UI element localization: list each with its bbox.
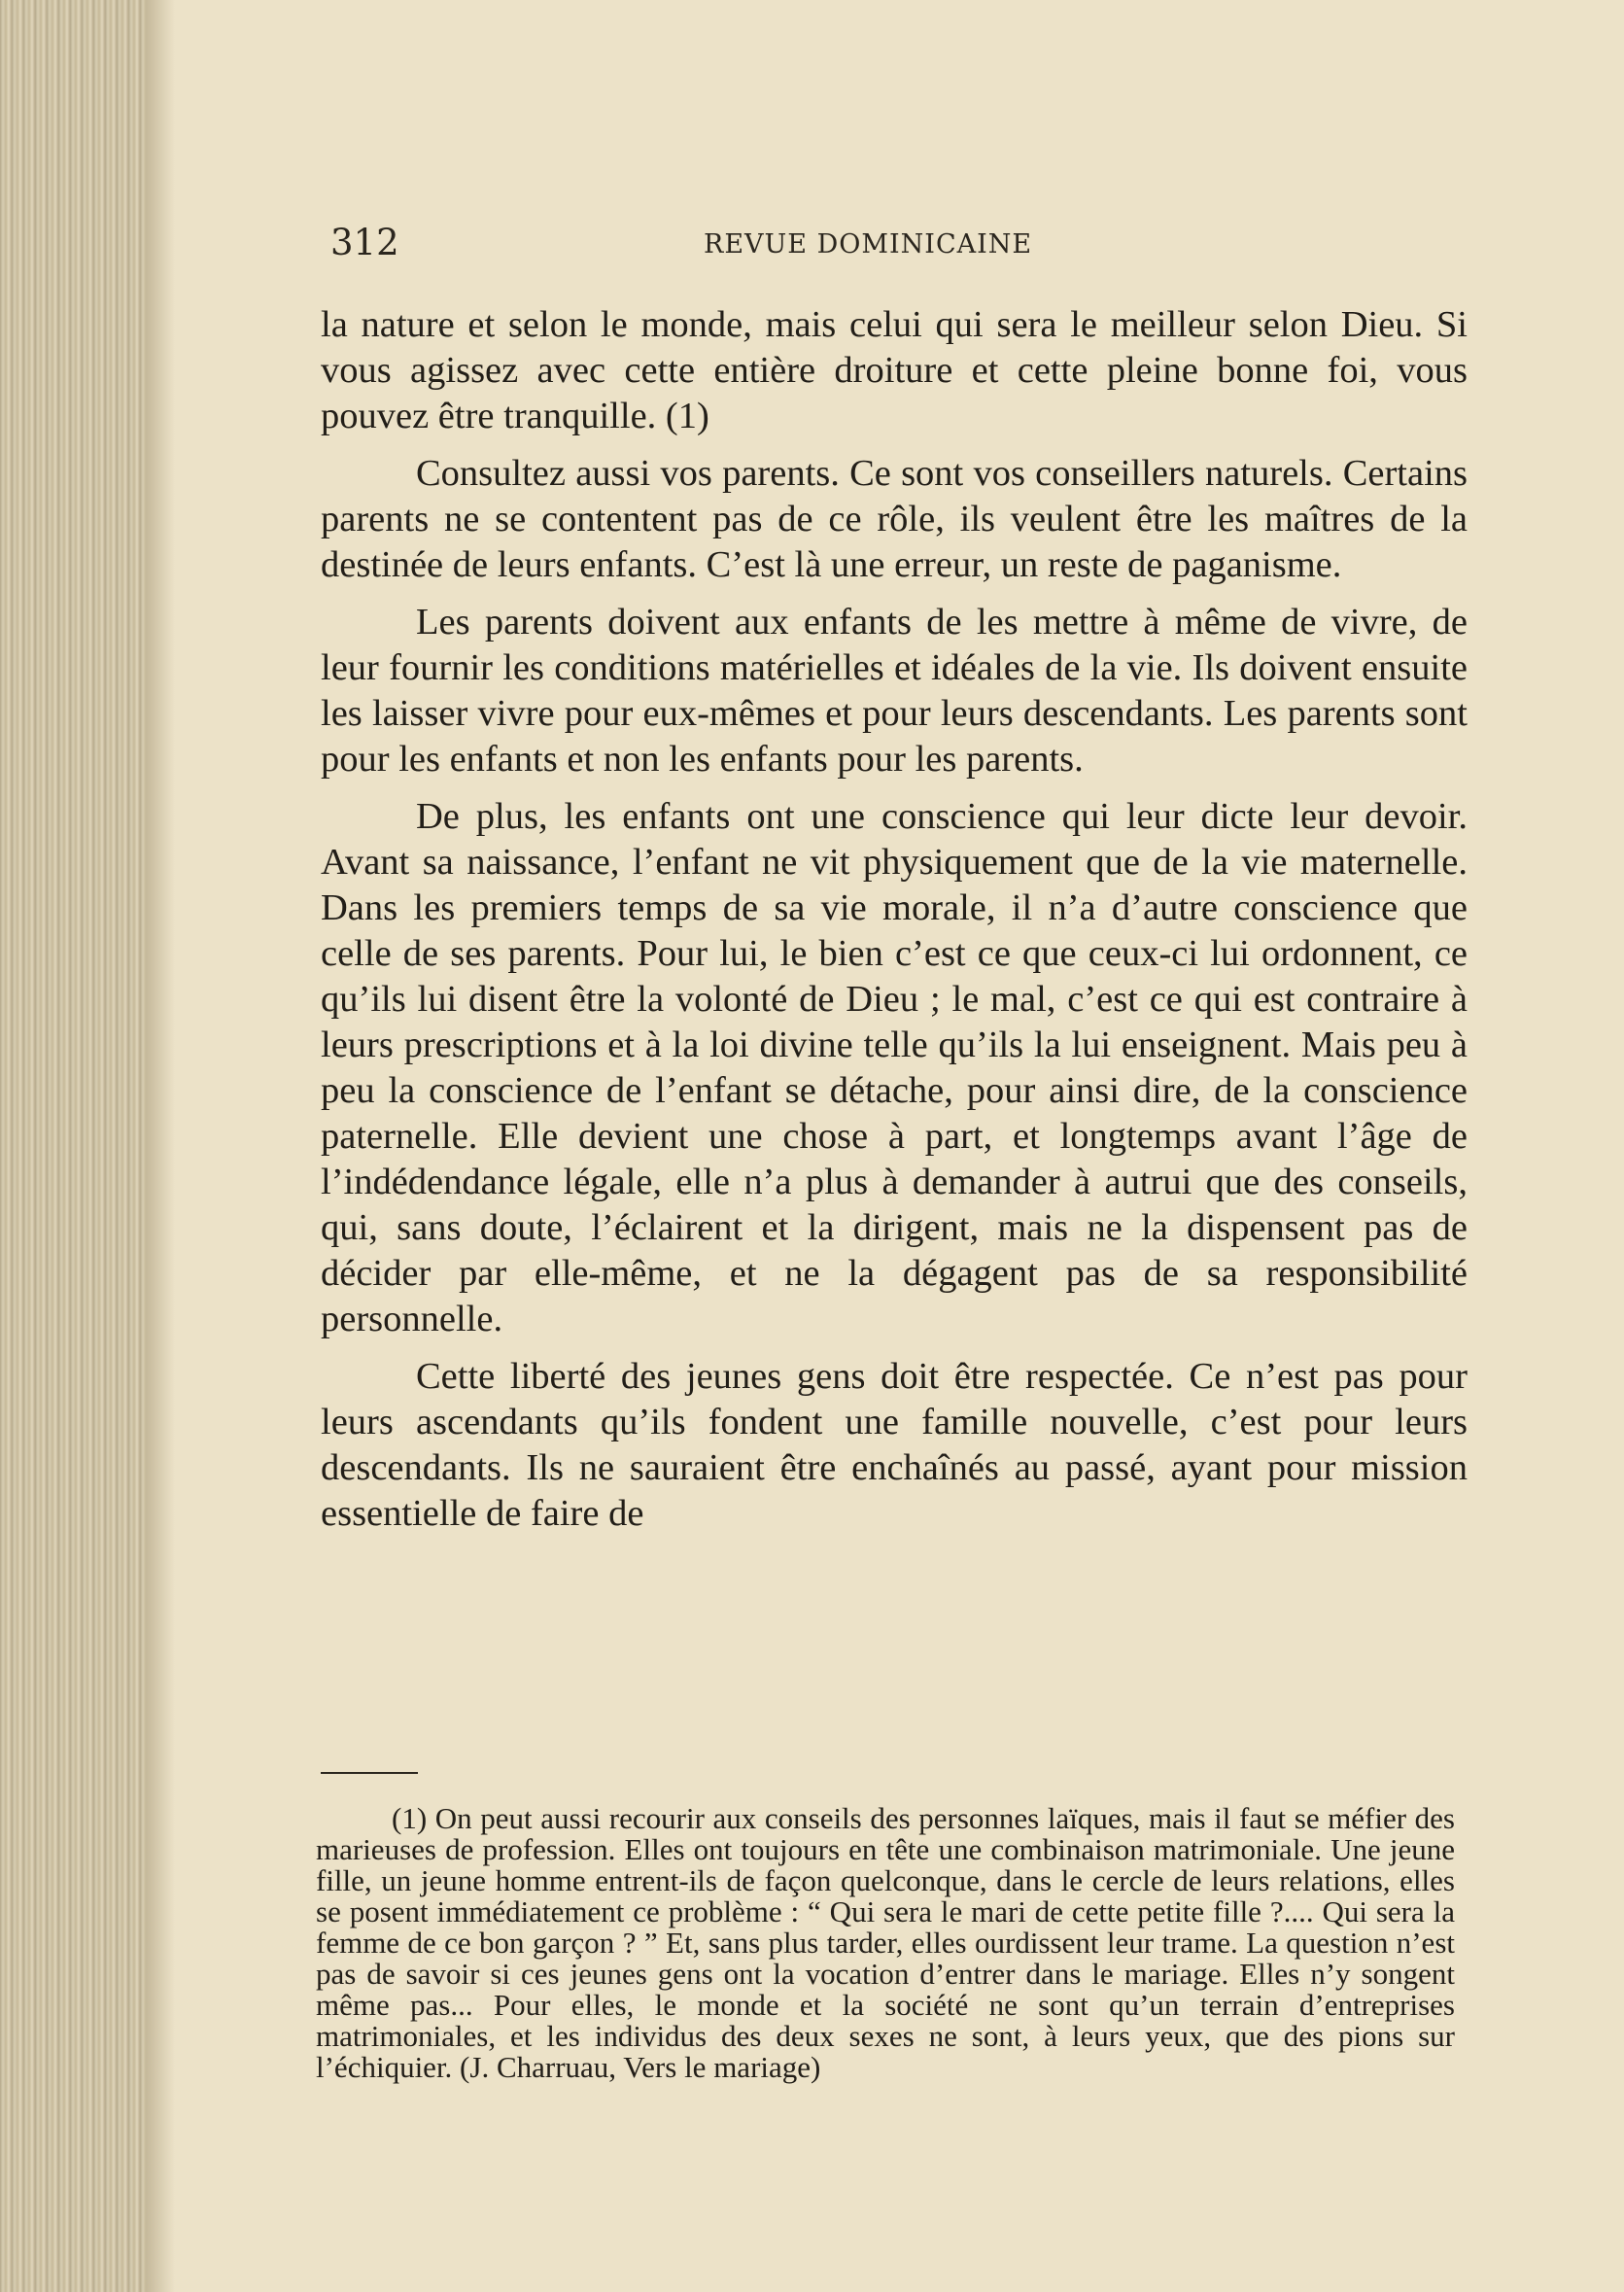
- book-page-edges: [0, 0, 146, 2292]
- page-gutter-shadow: [146, 0, 175, 2292]
- journal-title: REVUE DOMINICAINE: [704, 229, 1033, 260]
- paragraph-4: De plus, les enfants ont une conscience qui leur dicte leur devoir. Avant sa naissance, l’enfant ne vit physiquement que de la vie maternelle. Dans les premiers temps de sa vie morale, il n’a d’autre conscience que celle de ses parents. Pour lui, le bien c’est ce que ceux-ci lui ordonnent, ce qu’ils lui disent être la volonté de Dieu ; le mal, c’est ce qui est contraire à leurs prescriptions et à la loi divine telle qu’ils la lui enseignent. Mais peu à peu la conscience de l’enfant se détache, pour ainsi dire, de la conscience paternelle. Elle devient une chose à part, et longtemps avant l’âge de l’indédendance légale, elle n’a plus à demander à autrui que des conseils, qui, sans doute, l’éclairent et la dirigent, mais ne la dispensent pas de décider par elle-même, et ne la dégagent pas de sa responsibilité personnelle.: [321, 796, 1468, 1339]
- paragraph-3: Les parents doivent aux enfants de les mettre à même de vivre, de leur fournir les conditions matérielles et idéales de la vie. Ils doivent ensuite les laisser vivre pour eux-mêmes et pour leurs descendants. Les parents sont pour les enfants et non les enfants pour les parents.: [321, 602, 1468, 780]
- paragraph-5: Cette liberté des jeunes gens doit être respectée. Ce n’est pas pour leurs ascendants qu’ils fondent une famille nouvelle, c’est pour leurs descendants. Ils ne sauraient être enchaînés au passé, ayant pour mission essentielle de faire de: [321, 1356, 1468, 1534]
- body-text: [321, 302, 1468, 1548]
- paragraph-2: Consultez aussi vos parents. Ce sont vos conseillers naturels. Certains parents ne se contentent pas de ce rôle, ils veulent être les maîtres de la destinée de leurs enfants. C’est là une erreur, un reste de paganisme.: [321, 453, 1468, 585]
- running-head: [330, 222, 1458, 270]
- paragraph-1: la nature et selon le monde, mais celui qui sera le meilleur selon Dieu. Si vous agissez avec cette entière droiture et cette pleine bonne foi, vous pouvez être tranquille. (1): [321, 304, 1468, 436]
- footnote: (1) On peut aussi recourir aux conseils des personnes laïques, mais il faut se méfier des marieuses de profession. Elles ont toujours en tête une combinaison matrimoniale. Une jeune fille, un jeune homme entrent-ils de façon quelconque, dans le cercle de leurs relations, elles se posent immédiatement ce problème : “ Qui sera le mari de cette petite fille ?.... Qui sera la femme de ce bon garçon ? ” Et, sans plus tarder, elles ourdissent leur trame. La question n’est pas de savoir si ces jeunes gens ont la vocation d’entrer dans le mariage. Elles n’y songent même pas... Pour elles, le monde et la société ne sont qu’un terrain d’entreprises matrimoniales, et les individus des deux sexes ne sont, à leurs yeux, que des pions sur l’échiquier. (J. Charruau, Vers le mariage): [316, 1801, 1455, 2084]
- page-number: 312: [330, 222, 399, 263]
- footnote-divider: [321, 1772, 418, 1774]
